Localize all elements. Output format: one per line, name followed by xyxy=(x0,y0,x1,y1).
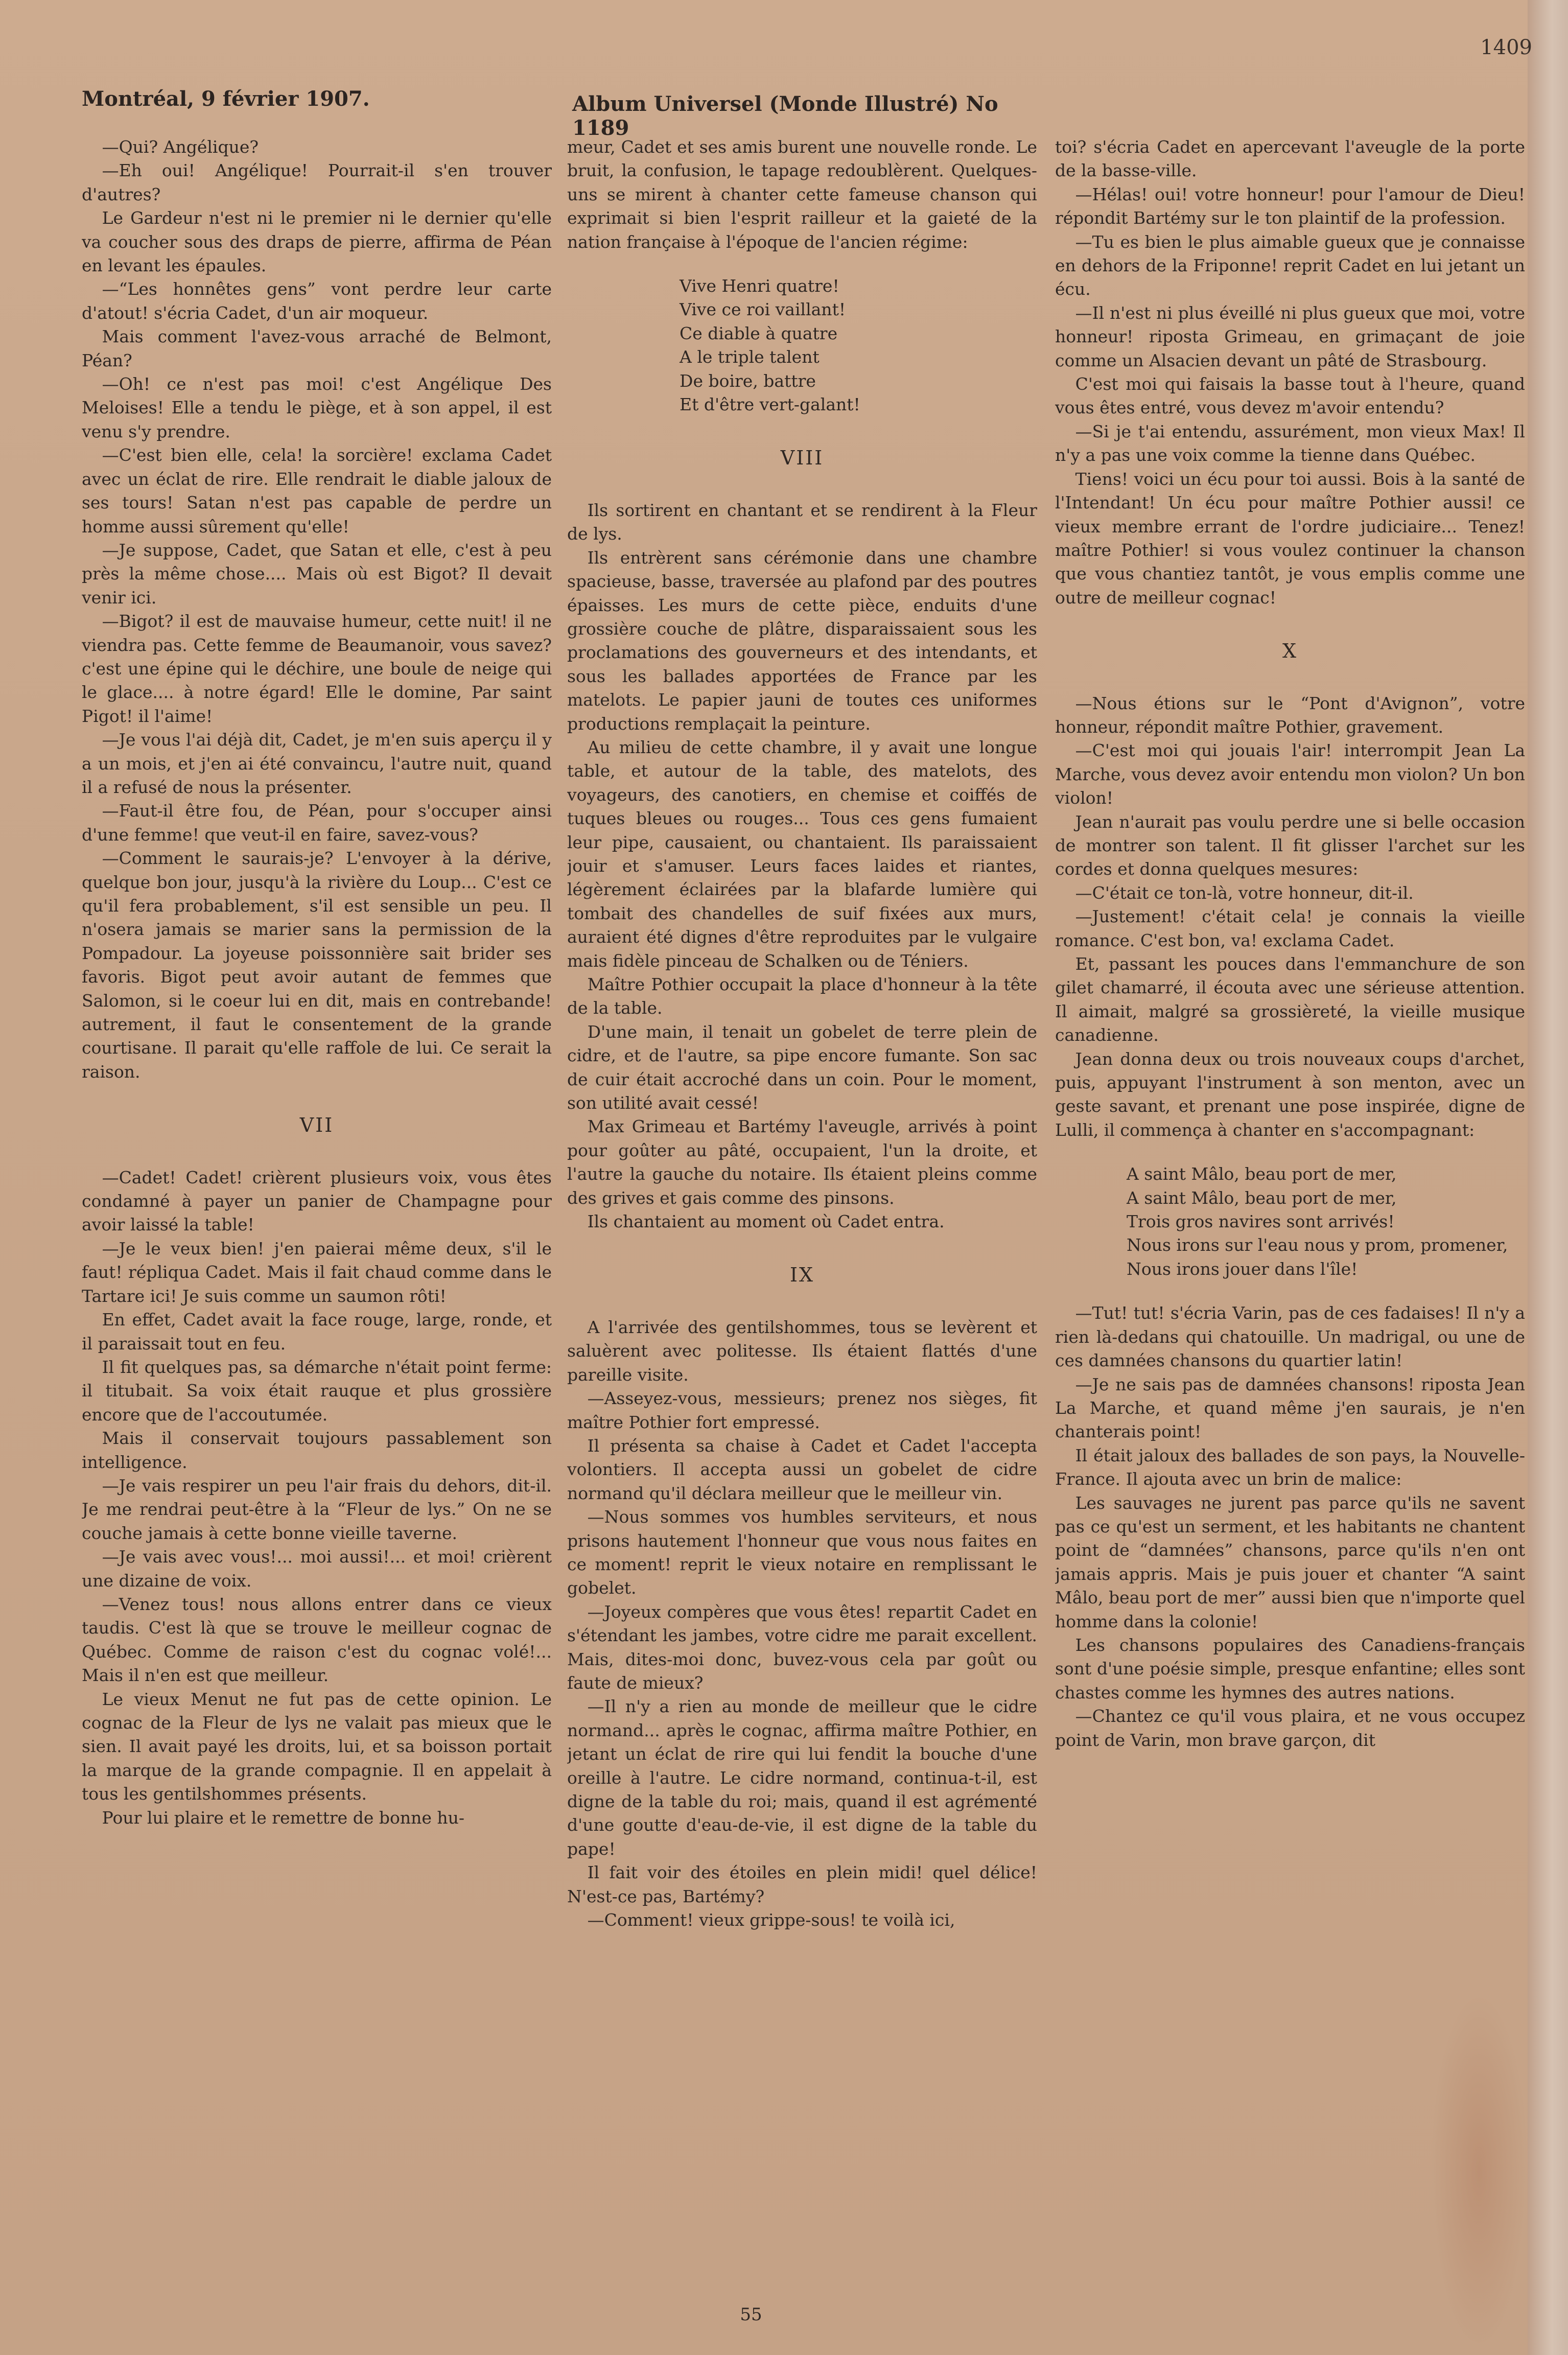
verse-line: Trois gros navires sont arrivés! xyxy=(1127,1211,1395,1232)
paragraph: Tiens! voici un écu pour toi aussi. Bois à la santé de l'Intendant! Un écu pour maître Pothier aussi! ce vieux membre errant de l'ordre judiciaire... Tenez! maître Pothier! si vous voulez continuer la chanson que vous chantiez tantôt, je vous emplis comme une outre de meilleur cognac! xyxy=(1055,469,1525,608)
paragraph: —Hélas! oui! votre honneur! pour l'amour de Dieu! répondit Bartémy sur le ton plaintif de la profession. xyxy=(1055,184,1525,228)
verse-line: De boire, battre xyxy=(680,370,816,391)
paragraph: Le vieux Menut ne fut pas de cette opinion. Le cognac de la Fleur de lys ne valait pas mieux que le sien. Il avait payé les droits, lui, et sa boisson portait la marque de la grande compagnie. Il en appelait à tous les gentilshommes présents. xyxy=(82,1689,552,1804)
paragraph: Les sauvages ne jurent pas parce qu'ils ne savent pas ce qu'est un serment, et les habitants ne chantent point de “damnées” chansons, parce qu'ils n'en ont jamais appris. Mais je puis jouer et chanter “A saint Mâlo, beau port de mer” aussi bien que n'importe quel homme dans la colonie! xyxy=(1055,1493,1525,1631)
header-publication: Album Universel (Monde Illustré) No 1189 xyxy=(572,92,998,140)
verse-line: Vive ce roi vaillant! xyxy=(680,299,846,320)
paragraph: —Si je t'ai entendu, assurément, mon vieux Max! Il n'y a pas une voix comme la tienne dans Québec. xyxy=(1055,421,1525,465)
paragraph: En effet, Cadet avait la face rouge, large, ronde, et il paraissait tout en feu. xyxy=(82,1310,552,1354)
paragraph: A l'arrivée des gentilshommes, tous se levèrent et saluèrent avec politesse. Ils étaient flattés d'une pareille visite. xyxy=(567,1317,1037,1385)
paragraph: —Tu es bien le plus aimable gueux que je connaisse en dehors de la Friponne! reprit Cadet en lui jetant un écu. xyxy=(1055,231,1525,299)
verse-line: Vive Henri quatre! xyxy=(680,276,839,296)
paragraph: Jean n'aurait pas voulu perdre une si belle occasion de montrer son talent. Il fit glisser l'archet sur les cordes et donna quelques mesures: xyxy=(1055,811,1525,879)
section-heading: IX xyxy=(789,1264,815,1287)
corner-page-number: 1409 xyxy=(1480,36,1532,59)
paragraph: meur, Cadet et ses amis burent une nouvelle ronde. Le bruit, la confusion, le tapage redoublèrent. Quelques-uns se mirent à chanter cette fameuse chanson qui exprimait si bien l'esprit railleur et la gaieté de la nation française à l'époque de l'ancien régime: xyxy=(567,137,1037,252)
paragraph: —Chantez ce qu'il vous plaira, et ne vous occupez point de Varin, mon brave garçon, dit xyxy=(1055,1706,1525,1750)
paragraph: —C'est bien elle, cela! la sorcière! exclama Cadet avec un éclat de rire. Elle rendrait le diable jaloux de ses tours! Satan n'est pas capable de perdre un homme aussi sûrement qu'elle! xyxy=(82,445,552,537)
paragraph: Max Grimeau et Bartémy l'aveugle, arrivés à point pour goûter au pâté, occupaient, l'un la droite, et l'autre la gauche du notaire. Ils étaient pleins comme des grives et gais comme des pinsons. xyxy=(567,1116,1037,1208)
paragraph: —Comment le saurais-je? L'envoyer à la dérive, quelque bon jour, jusqu'à la rivière du Loup... C'est ce qu'il fera probablement, s'il est sensible un peu. Il n'osera jamais se marier sans la permission de la Pompadour. La joyeuse poissonnière sait brider ses favoris. Bigot peut avoir autant de femmes que Salomon, si le coeur lui en dit, mais en contrebande! autrement, il faut le consentement de la grande courtisane. Il parait qu'elle raffole de lui. Ce serait la raison. xyxy=(82,848,552,1082)
paragraph: Jean donna deux ou trois nouveaux coups d'archet, puis, appuyant l'instrument à son menton, avec un geste savant, et prenant une pose inspirée, digne de Lulli, il commença à chanter en s'accompagnant: xyxy=(1055,1048,1525,1140)
paragraph: —Cadet! Cadet! crièrent plusieurs voix, vous êtes condamné à payer un panier de Champagne pour avoir laissé la table! xyxy=(82,1167,552,1235)
page-header xyxy=(82,77,1052,140)
paragraph: —Nous étions sur le “Pont d'Avignon”, votre honneur, répondit maître Pothier, gravement. xyxy=(1055,693,1525,737)
paragraph: Au milieu de cette chambre, il y avait une longue table, et autour de la table, des matelots, des voyageurs, des canotiers, en chemise et coiffés de tuques bleues ou rouges... Tous ces gens fumaient leur pipe, causaient, ou chantaient. Ils paraissaient jouir et s'amuser. Leurs faces laides et riantes, légèrement éclairées par la blafarde lumière qui tombait des chandelles de suif fixées aux murs, auraient été dignes d'être reproduites par le vulgaire mais fidèle pinceau de Schalken ou de Téniers. xyxy=(567,737,1037,971)
section-heading: VIII xyxy=(780,447,824,470)
paragraph: —Il n'est ni plus éveillé ni plus gueux que moi, votre honneur! riposta Grimeau, en grimaçant de joie comme un Alsacien devant un pâté de Strasbourg. xyxy=(1055,302,1525,370)
verse-line: A saint Mâlo, beau port de mer, xyxy=(1127,1164,1397,1184)
paragraph: Il était jaloux des ballades de son pays, la Nouvelle-France. Il ajouta avec un brin de malice: xyxy=(1055,1445,1525,1489)
paragraph: Les chansons populaires des Canadiens-français sont d'une poésie simple, presque enfantine; elles sont chastes comme les hymnes des autres nations. xyxy=(1055,1635,1525,1703)
page-edge xyxy=(1528,0,1568,2355)
verse-line: A le triple talent xyxy=(680,347,820,367)
paragraph: Il fait voir des étoiles en plein midi! quel délice! N'est-ce pas, Bartémy? xyxy=(567,1862,1037,1906)
verse-block xyxy=(567,274,1037,416)
text-column-1 xyxy=(82,135,552,2271)
paragraph: —Qui? Angélique? xyxy=(102,137,259,157)
header-date: Montréal, 9 février 1907. xyxy=(82,87,370,111)
paragraph: —Il n'y a rien au monde de meilleur que le cidre normand... après le cognac, affirma maître Pothier, en jetant un éclat de rire qui lui fendit la bouche d'une oreille à l'autre. Le cidre normand, continua-t-il, est digne de la table du roi; mais, quand il est agrémenté d'une goutte d'eau-de-vie, il est digne de la table du pape! xyxy=(567,1696,1037,1859)
verse-line: Nous irons sur l'eau nous y prom, promener, xyxy=(1127,1235,1508,1255)
paragraph: Maître Pothier occupait la place d'honneur à la tête de la table. xyxy=(567,974,1037,1018)
paragraph: —Nous sommes vos humbles serviteurs, et nous prisons hautement l'honneur que vous nous faites en ce moment! reprit le vieux notaire en remplissant le gobelet. xyxy=(567,1507,1037,1598)
verse-line: Ce diable à quatre xyxy=(680,323,838,343)
verse-line: Nous irons jouer dans l'île! xyxy=(1127,1258,1358,1279)
paragraph: —C'est moi qui jouais l'air! interrompit Jean La Marche, vous devez avoir entendu mon violon? Un bon violon! xyxy=(1055,740,1525,808)
paragraph: Pour lui plaire et le remettre de bonne hu- xyxy=(102,1807,465,1828)
paragraph: D'une main, il tenait un gobelet de terre plein de cidre, et de l'autre, sa pipe encore fumante. Son sac de cuir était accroché dans un coin. Pour le moment, son utilité avait cessé! xyxy=(567,1021,1037,1113)
paragraph: —Je vais avec vous!... moi aussi!... et moi! crièrent une dizaine de voix. xyxy=(82,1547,552,1591)
paragraph: —Oh! ce n'est pas moi! c'est Angélique Des Meloises! Elle a tendu le piège, et à son appel, il est venu s'y prendre. xyxy=(82,374,552,441)
paragraph: C'est moi qui faisais la basse tout à l'heure, quand vous êtes entré, vous devez m'avoir entendu? xyxy=(1055,374,1525,418)
paragraph: —Faut-il être fou, de Péan, pour s'occuper ainsi d'une femme! que veut-il en faire, savez-vous? xyxy=(82,801,552,845)
paragraph: —Eh oui! Angélique! Pourrait-il s'en trouver d'autres? xyxy=(82,160,552,204)
paragraph: —Je ne sais pas de damnées chansons! riposta Jean La Marche, et quand même j'en saurais, je n'en chanterais point! xyxy=(1055,1374,1525,1442)
paragraph: —C'était ce ton-là, votre honneur, dit-il. xyxy=(1075,882,1414,903)
paragraph: toi? s'écria Cadet en apercevant l'aveugle de la porte de la basse-ville. xyxy=(1055,137,1525,181)
paragraph: Il fit quelques pas, sa démarche n'était point ferme: il titubait. Sa voix était rauque et plus grossière encore que de l'accoutumée. xyxy=(82,1357,552,1425)
section-heading: VII xyxy=(299,1114,334,1137)
paragraph: Et, passant les pouces dans l'emmanchure de son gilet chamarré, il écouta avec une sérieuse attention. Il aimait, malgré sa grossièreté, la vieille musique canadienne. xyxy=(1055,954,1525,1045)
paragraph: —Bigot? il est de mauvaise humeur, cette nuit! il ne viendra pas. Cette femme de Beaumanoir, vous savez? c'est une épine qui le déchire, une boule de neige qui le glace.... à notre égard! Elle le domine, Par saint Pigot! il l'aime! xyxy=(82,611,552,726)
paragraph: —“Les honnêtes gens” vont perdre leur carte d'atout! s'écria Cadet, d'un air moqueur. xyxy=(82,279,552,323)
paragraph: Ils chantaient au moment où Cadet entra. xyxy=(587,1211,945,1232)
paragraph: Il présenta sa chaise à Cadet et Cadet l'accepta volontiers. Il accepta aussi un gobelet de cidre normand qu'il déclara meilleur que le meilleur vin. xyxy=(567,1435,1037,1503)
paragraph: —Je vous l'ai déjà dit, Cadet, je m'en suis aperçu il y a un mois, et j'en ai été convaincu, l'autre nuit, quand il a refusé de nous la présenter. xyxy=(82,730,552,797)
paragraph: Mais comment l'avez-vous arraché de Belmont, Péan? xyxy=(82,327,552,370)
paragraph: —Asseyez-vous, messieurs; prenez nos sièges, fit maître Pothier fort empressé. xyxy=(567,1388,1037,1432)
paragraph: —Je suppose, Cadet, que Satan et elle, c'est à peu près la même chose.... Mais où est Bigot? Il devait venir ici. xyxy=(82,540,552,608)
text-column-3 xyxy=(1055,135,1525,2271)
verse-line: Et d'être vert-galant! xyxy=(680,394,860,415)
paragraph: Mais il conservait toujours passablement son intelligence. xyxy=(82,1428,552,1472)
page-number: 55 xyxy=(740,2304,762,2325)
paragraph: —Venez tous! nous allons entrer dans ce vieux taudis. C'est là que se trouve le meilleur cognac de Québec. Comme de raison c'est du cognac volé!... Mais il n'en est que meilleur. xyxy=(82,1594,552,1686)
text-column-2 xyxy=(567,135,1037,2271)
verse-block xyxy=(1055,1162,1525,1281)
paragraph: —Justement! c'était cela! je connais la vieille romance. C'est bon, va! exclama Cadet. xyxy=(1055,906,1525,950)
paragraph: —Je le veux bien! j'en paierai même deux, s'il le faut! répliqua Cadet. Mais il fait chaud comme dans le Tartare ici! Je suis comme un saumon rôti! xyxy=(82,1238,552,1306)
paragraph: —Joyeux compères que vous êtes! repartit Cadet en s'étendant les jambes, votre cidre me parait excellent. Mais, dites-moi donc, buvez-vous cela par goût ou faute de mieux? xyxy=(567,1601,1037,1693)
verse-line: A saint Mâlo, beau port de mer, xyxy=(1127,1187,1397,1208)
paragraph: —Tut! tut! s'écria Varin, pas de ces fadaises! Il n'y a rien là-dedans qui chatouille. Un madrigal, ou une de ces damnées chansons du quartier latin! xyxy=(1055,1303,1525,1371)
paragraph: —Je vais respirer un peu l'air frais du dehors, dit-il. Je me rendrai peut-être à la “Fleur de lys.” On ne se couche jamais à cette bonne vieille taverne. xyxy=(82,1475,552,1543)
section-heading: X xyxy=(1282,640,1298,663)
paragraph: Le Gardeur n'est ni le premier ni le dernier qu'elle va coucher sous des draps de pierre, affirma de Péan en levant les épaules. xyxy=(82,208,552,276)
paragraph: Ils sortirent en chantant et se rendirent à la Fleur de lys. xyxy=(567,500,1037,544)
paragraph: Ils entrèrent sans cérémonie dans une chambre spacieuse, basse, traversée au plafond par des poutres épaisses. Les murs de cette pièce, enduits d'une grossière couche de plâtre, disparaissaient sous les proclamations des gouverneurs et des intendants, et sous les ballades apportées de France par les matelots. Le papier jauni de toutes ces uniformes productions remplaçait la peinture. xyxy=(567,547,1037,734)
paragraph: —Comment! vieux grippe-sous! te voilà ici, xyxy=(587,1910,955,1930)
